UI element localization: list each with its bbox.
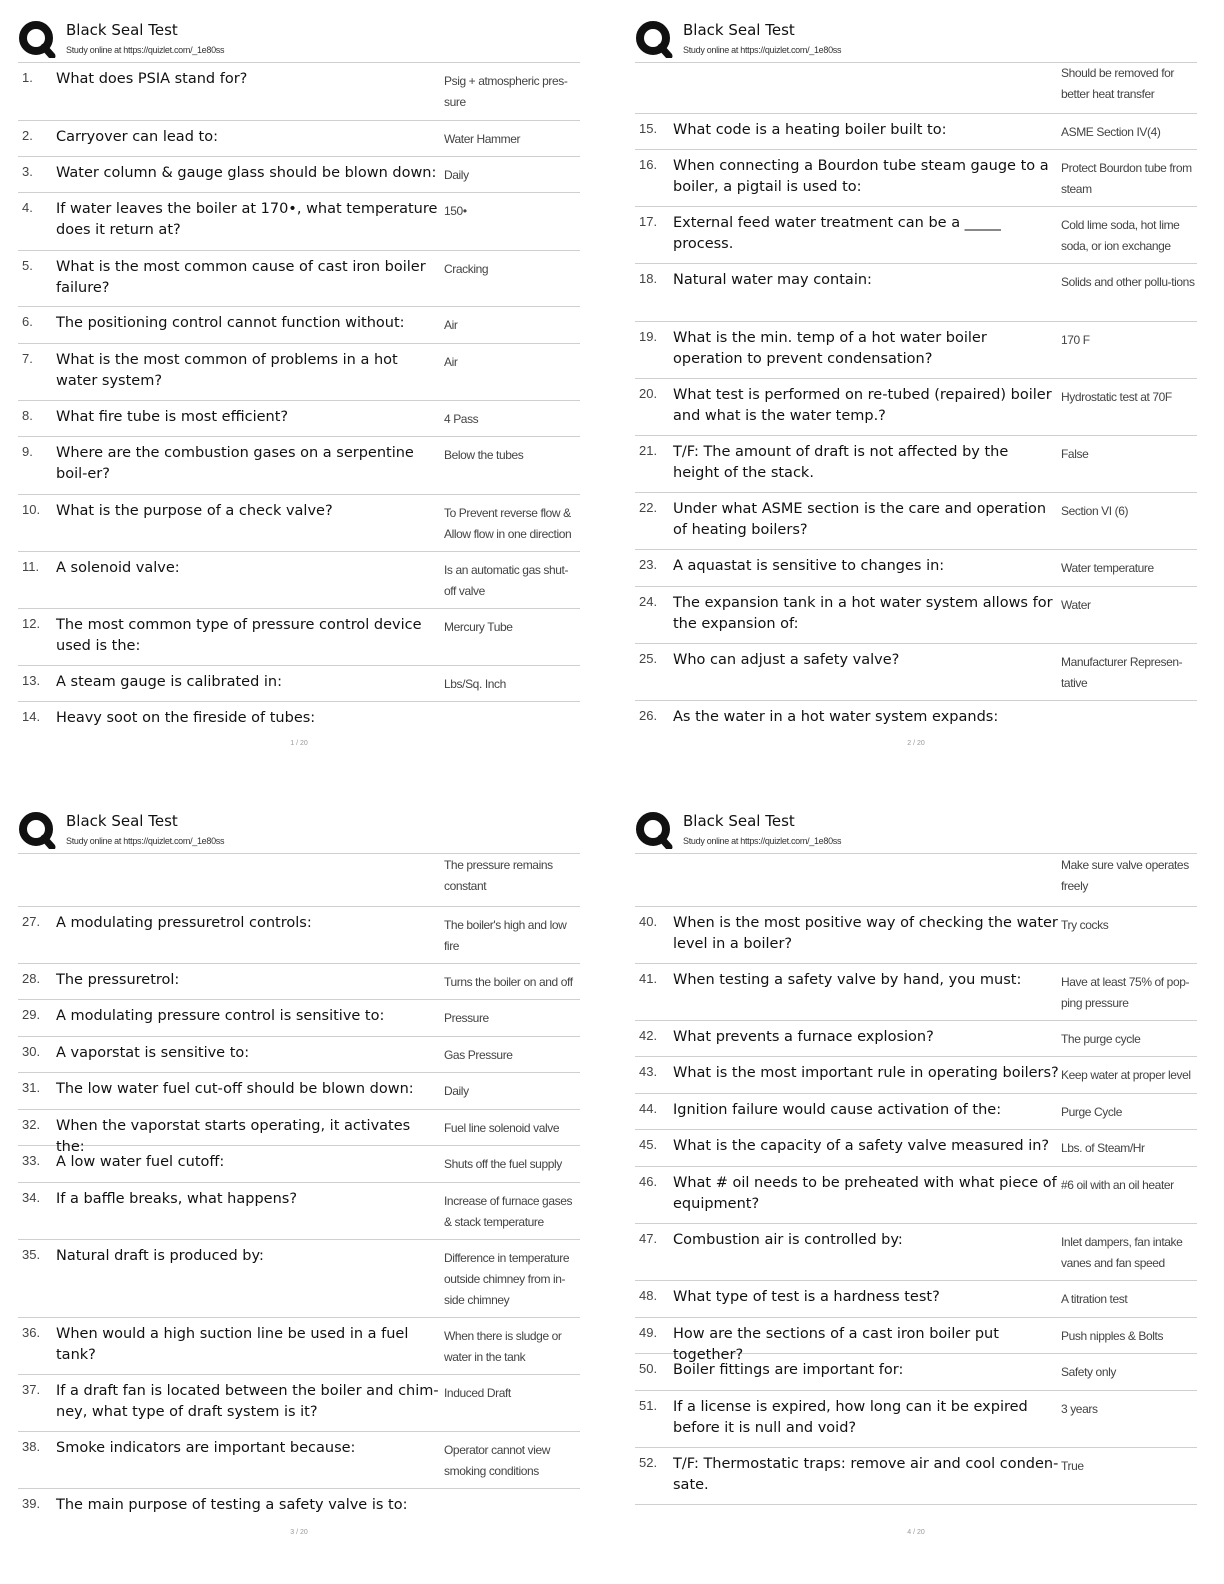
- row-question: What is the capacity of a safety valve measured in?: [673, 1138, 1050, 1154]
- row-answer: Protect Bourdon tube from steam: [1061, 161, 1192, 196]
- row-answer: Inlet dampers, fan intake vanes and fan speed: [1061, 1235, 1183, 1270]
- table-row: [635, 550, 1197, 587]
- page-title: Black Seal Test: [683, 812, 795, 830]
- row-number: 36.: [22, 1325, 41, 1340]
- row-answer: 4 Pass: [444, 412, 479, 426]
- page-1: [18, 18, 580, 747]
- row-answer: Water: [1061, 598, 1091, 612]
- row-question: What # oil needs to be preheated with what piece of equipment?: [673, 1175, 1057, 1212]
- table-row: [635, 322, 1197, 379]
- table-row: [635, 150, 1197, 207]
- row-number: 3.: [22, 164, 33, 179]
- row-number: 14.: [22, 709, 41, 724]
- row-answer: When there is sludge or water in the tank: [444, 1329, 562, 1364]
- row-answer: 170 F: [1061, 333, 1090, 347]
- row-question: A steam gauge is calibrated in:: [56, 674, 283, 690]
- page-subtitle: Study online at https://quizlet.com/_1e80ss: [683, 836, 842, 846]
- table-row: [18, 1037, 580, 1073]
- row-number: 24.: [639, 594, 658, 609]
- row-answer: Safety only: [1061, 1365, 1116, 1379]
- row-number: 19.: [639, 329, 658, 344]
- question-list: [18, 853, 580, 1523]
- row-number: 42.: [639, 1028, 658, 1043]
- table-row: [18, 907, 580, 964]
- row-answer: 3 years: [1061, 1402, 1098, 1416]
- table-row: [635, 854, 1197, 907]
- row-question: A modulating pressure control is sensitive to:: [56, 1008, 385, 1024]
- table-row: [18, 121, 580, 157]
- row-number: 48.: [639, 1288, 658, 1303]
- table-row: [635, 1057, 1197, 1094]
- row-number: 18.: [639, 271, 658, 286]
- row-answer: Shuts off the fuel supply: [444, 1157, 562, 1171]
- table-row: [18, 157, 580, 193]
- row-question: Combustion air is controlled by:: [673, 1232, 903, 1248]
- row-answer: The boiler's high and low fire: [444, 918, 567, 953]
- row-question: If water leaves the boiler at 170•, what temperature does it return at?: [56, 201, 438, 238]
- quizlet-logo-icon: [635, 811, 673, 849]
- row-number: 23.: [639, 557, 658, 572]
- row-answer: A titration test: [1061, 1292, 1128, 1306]
- row-question: What does PSIA stand for?: [56, 71, 248, 87]
- row-number: 41.: [639, 971, 658, 986]
- row-number: 29.: [22, 1007, 41, 1022]
- row-number: 21.: [639, 443, 658, 458]
- table-row: [18, 1073, 580, 1110]
- table-row: [635, 1354, 1197, 1391]
- row-number: 44.: [639, 1101, 658, 1116]
- row-question: Boiler fittings are important for:: [673, 1362, 904, 1378]
- row-question: When the vaporstat starts operating, it activates the:: [56, 1118, 411, 1155]
- quizlet-logo-icon: [635, 20, 673, 58]
- row-question: What prevents a furnace explosion?: [673, 1029, 934, 1045]
- row-number: 40.: [639, 914, 658, 929]
- row-question: A low water fuel cutoff:: [56, 1154, 225, 1170]
- row-number: 1.: [22, 70, 33, 85]
- table-row: [18, 1183, 580, 1240]
- table-row: [635, 63, 1197, 114]
- table-row: [635, 1448, 1197, 1505]
- row-number: 25.: [639, 651, 658, 666]
- row-question: As the water in a hot water system expands:: [673, 709, 999, 725]
- row-number: 43.: [639, 1064, 658, 1079]
- row-question: What is the purpose of a check valve?: [56, 503, 333, 519]
- row-number: 7.: [22, 351, 33, 366]
- row-answer: Push nipples & Bolts: [1061, 1329, 1164, 1343]
- table-row: [635, 1021, 1197, 1057]
- row-question: Natural water may contain:: [673, 272, 872, 288]
- table-row: [635, 207, 1197, 264]
- row-question: A aquastat is sensitive to changes in:: [673, 558, 945, 574]
- row-number: 37.: [22, 1382, 41, 1397]
- row-number: 17.: [639, 214, 658, 229]
- row-answer: Water Hammer: [444, 132, 521, 146]
- row-answer: False: [1061, 447, 1089, 461]
- row-question: A modulating pressuretrol controls:: [56, 915, 312, 931]
- question-list: [18, 62, 580, 736]
- row-question: The most common type of pressure control device used is the:: [56, 617, 422, 654]
- row-answer: Induced Draft: [444, 1386, 511, 1400]
- table-row: [18, 1110, 580, 1155]
- row-number: 28.: [22, 971, 41, 986]
- table-row: [635, 644, 1197, 701]
- row-answer: #6 oil with an oil heater: [1061, 1178, 1174, 1192]
- page-header: [635, 809, 1197, 853]
- row-question: The expansion tank in a hot water system allows for the expansion of:: [673, 595, 1053, 632]
- row-question: The pressuretrol:: [56, 972, 180, 988]
- row-answer: Cracking: [444, 262, 489, 276]
- row-question: What code is a heating boiler built to:: [673, 122, 947, 138]
- page-header: [635, 18, 1197, 62]
- table-row: [18, 437, 580, 495]
- row-answer: Try cocks: [1061, 918, 1109, 932]
- row-answer: Below the tubes: [444, 448, 524, 462]
- row-question: When would a high suction line be used in a fuel tank?: [56, 1326, 409, 1363]
- table-row: [18, 344, 580, 401]
- table-row: [18, 1432, 580, 1489]
- quizlet-logo-icon: [18, 20, 56, 58]
- row-answer: Keep water at proper level: [1061, 1068, 1191, 1082]
- row-answer: Psig + atmospheric pres-sure: [444, 74, 568, 109]
- page-title: Black Seal Test: [66, 812, 178, 830]
- row-answer: To Prevent reverse flow & Allow flow in one direction: [444, 506, 572, 541]
- row-number: 10.: [22, 502, 41, 517]
- row-answer: Cold lime soda, hot lime soda, or ion exchange: [1061, 218, 1180, 253]
- page-title: Black Seal Test: [683, 21, 795, 39]
- page-number: 4 / 20: [907, 1529, 925, 1536]
- row-answer: Difference in temperature outside chimney from in-side chimney: [444, 1251, 570, 1307]
- row-answer: Operator cannot view smoking conditions: [444, 1443, 551, 1478]
- row-number: 27.: [22, 914, 41, 929]
- row-number: 26.: [639, 708, 658, 723]
- row-answer: Daily: [444, 1084, 469, 1098]
- page-4: [635, 809, 1197, 1536]
- row-question: When testing a safety valve by hand, you must:: [673, 972, 1022, 988]
- row-answer: ASME Section IV(4): [1061, 125, 1161, 139]
- row-answer: Air: [444, 318, 458, 332]
- row-answer: Gas Pressure: [444, 1048, 513, 1062]
- page-subtitle: Study online at https://quizlet.com/_1e80ss: [66, 45, 225, 55]
- row-question: What is the most important rule in operating boilers?: [673, 1065, 1059, 1081]
- question-list: [635, 62, 1197, 735]
- row-question: What is the most common of problems in a hot water system?: [56, 352, 398, 389]
- row-question: Smoke indicators are important because:: [56, 1440, 356, 1456]
- table-row: [18, 666, 580, 702]
- row-number: 13.: [22, 673, 41, 688]
- row-number: 15.: [639, 121, 658, 136]
- row-number: 34.: [22, 1190, 41, 1205]
- table-row: [18, 251, 580, 307]
- row-question: What test is performed on re-tubed (repaired) boiler and what is the water temp.?: [673, 387, 1052, 424]
- table-row: [18, 193, 580, 251]
- row-answer: Lbs. of Steam/Hr: [1061, 1141, 1145, 1155]
- row-question: Natural draft is produced by:: [56, 1248, 264, 1264]
- row-number: 5.: [22, 258, 33, 273]
- row-question: When connecting a Bourdon tube steam gauge to a boiler, a pigtail is used to:: [673, 158, 1049, 195]
- row-question: T/F: Thermostatic traps: remove air and cool conden-sate.: [673, 1456, 1059, 1493]
- row-question: What is the most common cause of cast iron boiler failure?: [56, 259, 426, 296]
- row-answer: The pressure remains constant: [444, 858, 553, 893]
- table-row: [18, 609, 580, 666]
- row-question: Who can adjust a safety valve?: [673, 652, 900, 668]
- row-number: 11.: [22, 559, 40, 574]
- table-row: [635, 964, 1197, 1021]
- table-row: [18, 1375, 580, 1432]
- table-row: [635, 1281, 1197, 1318]
- row-question: A vaporstat is sensitive to:: [56, 1045, 250, 1061]
- row-number: 12.: [22, 616, 41, 631]
- table-row: [18, 63, 580, 121]
- table-row: [635, 1094, 1197, 1130]
- page-number: 1 / 20: [290, 740, 308, 747]
- page-3: [18, 809, 580, 1536]
- table-row: [18, 307, 580, 344]
- row-number: 22.: [639, 500, 658, 515]
- row-answer: Lbs/Sq. Inch: [444, 677, 506, 691]
- row-answer: Solids and other pollu-tions: [1061, 275, 1195, 289]
- row-question: Ignition failure would cause activation of the:: [673, 1102, 1002, 1118]
- page-title: Black Seal Test: [66, 21, 178, 39]
- row-question: If a draft fan is located between the boiler and chim-ney, what type of draft system is it?: [56, 1383, 439, 1420]
- table-row: [635, 1224, 1197, 1281]
- row-question: Water column & gauge glass should be blown down:: [56, 165, 437, 181]
- row-answer: Manufacturer Represen-tative: [1061, 655, 1183, 690]
- table-row: [635, 1130, 1197, 1167]
- page-header: [18, 809, 580, 853]
- row-answer: Daily: [444, 168, 469, 182]
- row-number: 33.: [22, 1153, 41, 1168]
- table-row: [635, 1318, 1197, 1363]
- table-row: [18, 1146, 580, 1183]
- row-number: 38.: [22, 1439, 41, 1454]
- table-row: [18, 854, 580, 907]
- table-row: [635, 907, 1197, 964]
- row-number: 35.: [22, 1247, 41, 1262]
- table-row: [635, 701, 1197, 735]
- row-answer: Air: [444, 355, 458, 369]
- row-question: The main purpose of testing a safety valve is to:: [56, 1497, 408, 1513]
- table-row: [18, 1000, 580, 1037]
- table-row: [635, 493, 1197, 550]
- row-question: T/F: The amount of draft is not affected by the height of the stack.: [673, 444, 1009, 481]
- row-answer: Water temperature: [1061, 561, 1154, 575]
- row-question: The positioning control cannot function without:: [56, 315, 405, 331]
- row-question: Heavy soot on the fireside of tubes:: [56, 710, 316, 726]
- row-answer: Pressure: [444, 1011, 489, 1025]
- row-question: What type of test is a hardness test?: [673, 1289, 940, 1305]
- page-subtitle: Study online at https://quizlet.com/_1e80ss: [683, 45, 842, 55]
- row-question: A solenoid valve:: [56, 560, 180, 576]
- row-number: 6.: [22, 314, 33, 329]
- row-answer: Increase of furnace gases & stack temperature: [444, 1194, 573, 1229]
- row-number: 45.: [639, 1137, 658, 1152]
- row-number: 31.: [22, 1080, 41, 1095]
- row-number: 52.: [639, 1455, 658, 1470]
- row-question: Carryover can lead to:: [56, 129, 218, 145]
- table-row: [635, 587, 1197, 644]
- row-question: Where are the combustion gases on a serpentine boil-er?: [56, 445, 414, 482]
- page-subtitle: Study online at https://quizlet.com/_1e80ss: [66, 836, 225, 846]
- row-number: 8.: [22, 408, 33, 423]
- table-row: [635, 1391, 1197, 1448]
- page-number: 2 / 20: [907, 740, 925, 747]
- row-question: Under what ASME section is the care and operation of heating boilers?: [673, 501, 1047, 538]
- row-answer: Make sure valve operates freely: [1061, 858, 1189, 893]
- row-answer: Is an automatic gas shut-off valve: [444, 563, 569, 598]
- row-question: When is the most positive way of checking the water level in a boiler?: [673, 915, 1058, 952]
- row-question: If a baffle breaks, what happens?: [56, 1191, 298, 1207]
- row-question: The low water fuel cut-off should be blown down:: [56, 1081, 414, 1097]
- row-number: 32.: [22, 1117, 41, 1132]
- table-row: [18, 552, 580, 609]
- row-question: How are the sections of a cast iron boiler put together?: [673, 1326, 999, 1363]
- row-answer: Fuel line solenoid valve: [444, 1121, 560, 1135]
- row-question: External feed water treatment can be a _____ process.: [673, 215, 1001, 252]
- row-number: 39.: [22, 1496, 41, 1511]
- table-row: [18, 495, 580, 552]
- row-number: 46.: [639, 1174, 658, 1189]
- page-2: [635, 18, 1197, 747]
- row-answer: Section VI (6): [1061, 504, 1129, 518]
- page-number: 3 / 20: [290, 1529, 308, 1536]
- quizlet-logo-icon: [18, 811, 56, 849]
- table-row: [18, 1318, 580, 1375]
- row-number: 50.: [639, 1361, 658, 1376]
- row-question: What fire tube is most efficient?: [56, 409, 289, 425]
- table-row: [635, 114, 1197, 150]
- row-number: 4.: [22, 200, 33, 215]
- row-number: 49.: [639, 1325, 658, 1340]
- row-answer: Should be removed for better heat transfer: [1061, 66, 1175, 101]
- row-answer: True: [1061, 1459, 1084, 1473]
- row-answer: Have at least 75% of pop-ping pressure: [1061, 975, 1190, 1010]
- row-number: 9.: [22, 444, 33, 459]
- page-header: [18, 18, 580, 62]
- row-question: If a license is expired, how long can it be expired before it is null and void?: [673, 1399, 1028, 1436]
- table-row: [635, 1167, 1197, 1224]
- question-list: [635, 853, 1197, 1505]
- row-number: 30.: [22, 1044, 41, 1059]
- row-answer: Mercury Tube: [444, 620, 513, 634]
- table-row: [18, 401, 580, 437]
- table-row: [18, 1240, 580, 1318]
- table-row: [18, 1489, 580, 1523]
- row-answer: Purge Cycle: [1061, 1105, 1122, 1119]
- row-number: 51.: [639, 1398, 658, 1413]
- row-number: 47.: [639, 1231, 658, 1246]
- table-row: [635, 379, 1197, 436]
- row-answer: Turns the boiler on and off: [444, 975, 573, 989]
- row-answer: 150•: [444, 204, 467, 218]
- row-answer: The purge cycle: [1061, 1032, 1141, 1046]
- table-row: [18, 702, 580, 736]
- row-question: What is the min. temp of a hot water boiler operation to prevent condensation?: [673, 330, 987, 367]
- row-number: 2.: [22, 128, 33, 143]
- table-row: [635, 264, 1197, 322]
- row-number: 20.: [639, 386, 658, 401]
- table-row: [635, 436, 1197, 493]
- row-number: 16.: [639, 157, 658, 172]
- table-row: [18, 964, 580, 1000]
- row-answer: Hydrostatic test at 70F: [1061, 390, 1172, 404]
